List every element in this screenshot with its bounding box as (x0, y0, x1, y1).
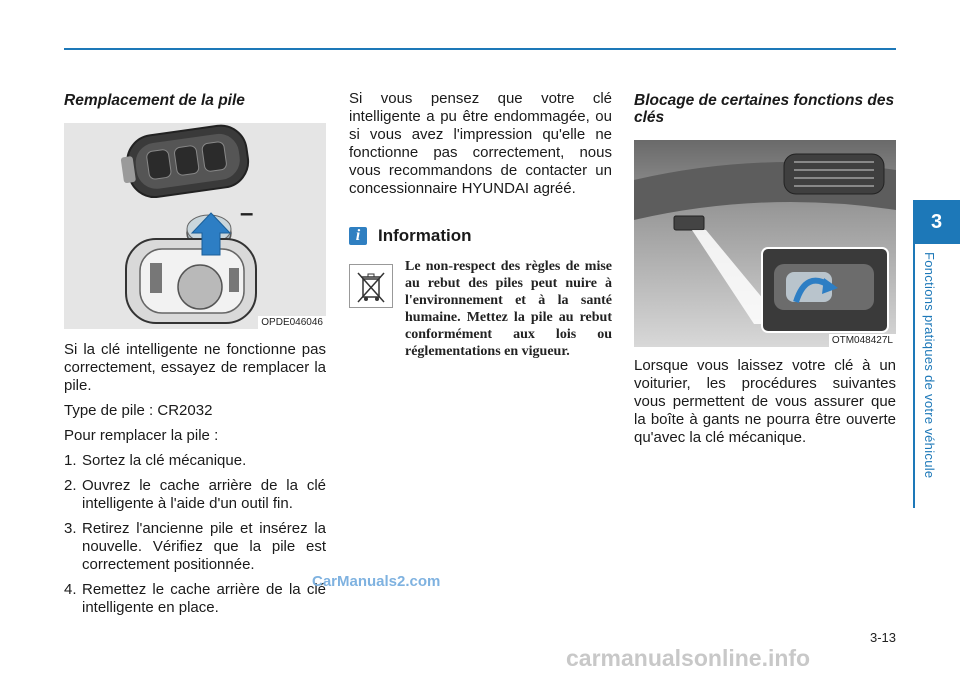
information-header (349, 226, 612, 246)
chapter-tab: 3 (913, 200, 960, 244)
column-key-lock (634, 92, 896, 447)
information-body (349, 258, 612, 360)
svg-text:–: – (240, 200, 254, 227)
crossed-bin-icon (349, 264, 393, 308)
chapter-label: Fonctions pratiques de votre véhicule (922, 252, 937, 479)
glovebox-figure (634, 140, 896, 347)
information-text: Le non-respect des règles de mise au rebut des piles peut nuire à l'environnement et à la santé humaine. Mettez la pile au rebut conformément aux lois ou réglementations en vigueur. (405, 259, 612, 359)
battery-type: Type de pile : CR2032 (64, 402, 213, 419)
intro-paragraph: Si la clé intelligente ne fonctionne pas correctement, essayez de remplacer la pile. (64, 341, 326, 394)
information-title: Information (378, 226, 472, 245)
watermark-carmanuals2: CarManuals2.com (312, 573, 441, 590)
steps-intro: Pour remplacer la pile : (64, 427, 219, 444)
section-heading-battery: Remplacement de la pile (64, 92, 245, 109)
column-information (349, 90, 612, 360)
dealer-paragraph: Si vous pensez que votre clé intelligente a pu être endommagée, ou si vous avez l'impression qu'elle ne fonctionne pas correctement, nous vous recommandons de contacter un concessionnaire HYUNDAI agréé. (349, 90, 612, 197)
info-icon: i (349, 227, 367, 245)
chapter-rule (913, 244, 915, 508)
step-item: 2. Ouvrez le cache arrière de la clé intelligente à l'aide d'un outil fin. (64, 477, 326, 512)
figure-code-opde: OPDE046046 (258, 316, 326, 329)
step-item: 1. Sortez la clé mécanique. (64, 452, 247, 469)
key-fob-figure (64, 123, 326, 329)
key-fob-illustration (64, 123, 326, 329)
glovebox-illustration (634, 140, 896, 347)
step-item: 4. Remettez le cache arrière de la clé intelligente en place. (64, 581, 326, 616)
step-item: 3. Retirez l'ancienne pile et insérez la nouvelle. Vérifiez que la pile est correctement positionnée. (64, 520, 326, 573)
watermark-carmanualsonline: carmanualsonline.info (566, 645, 811, 671)
figure-code-otm: OTM048427L (829, 334, 896, 347)
header-rule (64, 48, 896, 50)
valet-paragraph: Lorsque vous laissez votre clé à un voiturier, les procédures suivantes vous permettent de vous assurer que la boîte à gants ne pourra être ouverte qu'avec la clé mécanique. (634, 357, 896, 446)
column-battery-replacement (64, 92, 326, 617)
page-number: 3-13 (869, 630, 896, 645)
section-heading-lock: Blocage de certaines fonctions des clés (634, 92, 895, 126)
